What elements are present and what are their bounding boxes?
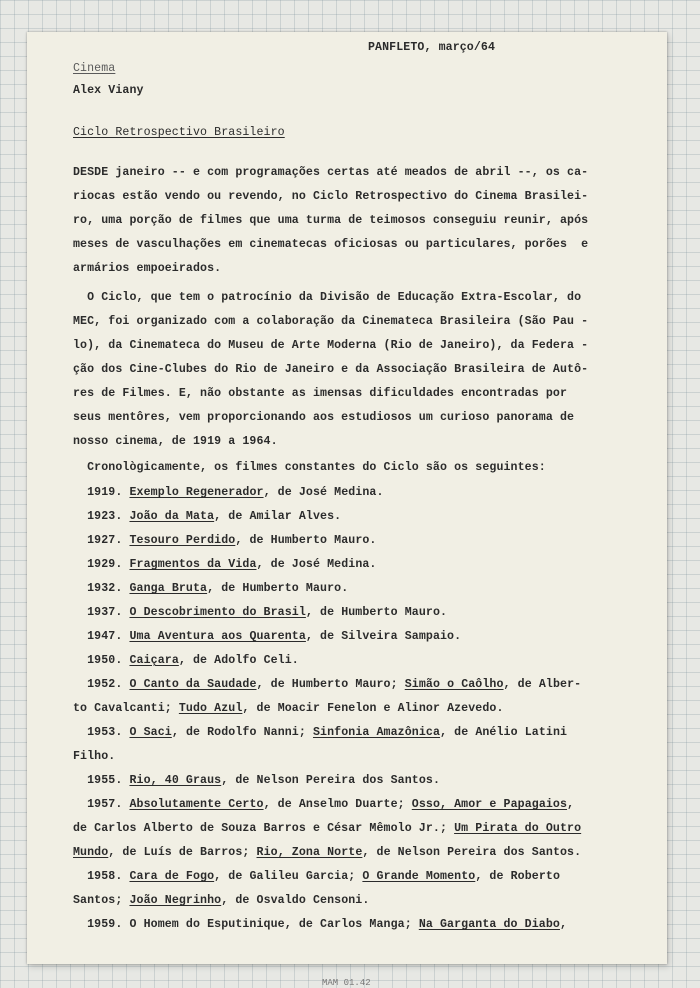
film-text: 1959. O Homem do Esputinique, de Carlos Manga; <box>73 918 419 931</box>
film-title: Exemplo Regenerador <box>129 486 264 499</box>
film-text: 1919. <box>73 486 130 499</box>
film-text: , de Roberto <box>475 870 561 883</box>
film-text: 1950. <box>73 654 130 667</box>
text-line: riocas estão vendo ou revendo, no Ciclo Retrospectivo do Cinema Brasilei- <box>73 190 589 203</box>
film-entry-line <box>73 558 377 571</box>
text-line: seus mentôres, vem proporcionando aos estudiosos um curioso panorama de <box>73 411 575 424</box>
film-text: , de Adolfo Celi. <box>178 654 299 667</box>
film-title: Na Garganta do Diabo <box>418 918 560 931</box>
film-title: Sinfonia Amazônica <box>312 726 441 739</box>
text-line: ção dos Cine-Clubes do Rio de Janeiro e da Associação Brasileira de Autô- <box>73 363 589 376</box>
film-entry-line <box>73 510 341 523</box>
article-title: Ciclo Retrospectivo Brasileiro <box>73 126 285 139</box>
film-entry-line <box>73 606 447 619</box>
film-text: , de Alber- <box>503 678 582 691</box>
film-entry-line <box>73 846 581 859</box>
film-entry-line <box>73 702 504 715</box>
film-entry-line <box>73 870 560 883</box>
text-line: meses de vasculhações em cinematecas oficiosas ou particulares, porões e <box>73 238 589 251</box>
film-title: Absolutamente Certo <box>129 798 264 811</box>
film-text: 1932. <box>73 582 130 595</box>
film-text: , de Silveira Sampaio. <box>305 630 462 643</box>
text-line: res de Filmes. E, não obstante as imensas dificuldades encontradas por <box>73 387 568 400</box>
film-text: , de Humberto Mauro. <box>305 606 448 619</box>
film-title: Rio, 40 Graus <box>129 774 222 787</box>
text-line: MEC, foi organizado com a colaboração da Cinemateca Brasileira (São Pau - <box>73 315 589 328</box>
film-text: , de Nelson Pereira dos Santos. <box>362 846 582 859</box>
film-entry-line <box>73 918 567 931</box>
film-title: Fragmentos da Vida <box>129 558 257 571</box>
film-entry-line <box>73 486 384 499</box>
film-text: , de Humberto Mauro. <box>207 582 349 595</box>
film-text: , de José Medina. <box>256 558 377 571</box>
film-title: Uma Aventura aos Quarenta <box>129 630 306 643</box>
film-title: João Negrinho <box>129 894 222 907</box>
film-text: 1937. <box>73 606 130 619</box>
film-entry-line <box>73 726 567 739</box>
text-line: ro, uma porção de filmes que uma turma de teimosos conseguiu reunir, após <box>73 214 589 227</box>
text-line: nosso cinema, de 1919 a 1964. <box>73 435 278 448</box>
film-title: O Saci <box>129 726 172 739</box>
film-title: Rio, Zona Norte <box>256 846 363 859</box>
film-text: 1929. <box>73 558 130 571</box>
film-title: Simão o Caôlho <box>404 678 504 691</box>
film-text: 1947. <box>73 630 130 643</box>
film-entry-line <box>73 798 574 811</box>
film-text: 1923. <box>73 510 130 523</box>
film-text: , de Galileu Garcia; <box>214 870 363 883</box>
film-title: O Grande Momento <box>362 870 476 883</box>
film-text: , de Amilar Alves. <box>214 510 342 523</box>
film-title: Tudo Azul <box>178 702 243 715</box>
film-text: , <box>567 798 575 811</box>
film-entry-line <box>73 678 581 691</box>
film-entry-line <box>73 582 348 595</box>
film-text: , de Anélio Latini <box>440 726 568 739</box>
film-title: Tesouro Perdido <box>129 534 236 547</box>
film-title: João da Mata <box>129 510 215 523</box>
film-text: 1952. <box>73 678 130 691</box>
film-text: , <box>559 918 568 931</box>
film-text: Santos; <box>73 894 130 907</box>
film-text: de Carlos Alberto de Souza Barros e César Mêmolo Jr.; <box>73 822 455 835</box>
film-text: , de Moacir Fenelon e Alinor Azevedo. <box>242 702 504 715</box>
film-text: , de Humberto Mauro. <box>235 534 377 547</box>
film-title: Mundo <box>73 846 109 859</box>
film-title: O Descobrimento do Brasil <box>129 606 306 619</box>
film-title: Ganga Bruta <box>129 582 208 595</box>
film-entry-line <box>73 774 440 787</box>
list-intro: Cronològicamente, os filmes constantes do Ciclo são os seguintes: <box>73 461 546 474</box>
film-entry-line <box>73 630 461 643</box>
film-entry-line <box>73 654 299 667</box>
film-text: Filho. <box>73 750 116 763</box>
header-line: PANFLETO, março/64 <box>368 41 496 54</box>
film-text: , de Osvaldo Censoni. <box>221 894 370 907</box>
text-line: lo), da Cinemateca do Museu de Arte Moderna (Rio de Janeiro), da Federa - <box>73 339 589 352</box>
text-line: armários empoeirados. <box>73 262 222 275</box>
film-text: 1953. <box>73 726 130 739</box>
film-entry-line <box>73 894 369 907</box>
film-text: , de Luís de Barros; <box>108 846 257 859</box>
film-text: , de Humberto Mauro; <box>256 678 405 691</box>
film-text: 1957. <box>73 798 130 811</box>
film-title: Osso, Amor e Papagaios <box>411 798 568 811</box>
film-title: O Canto da Saudade <box>129 678 257 691</box>
text-line: DESDE janeiro -- e com programações certas até meados de abril --, os ca- <box>73 166 589 179</box>
archive-tag: MAM 01.42 <box>322 978 371 988</box>
film-text: 1958. <box>73 870 130 883</box>
film-entry-line <box>73 822 581 835</box>
film-text: , de Rodolfo Nanni; <box>171 726 313 739</box>
film-text: to Cavalcanti; <box>73 702 179 715</box>
film-title: Cara de Fogo <box>129 870 215 883</box>
film-text: , de Nelson Pereira dos Santos. <box>221 774 440 787</box>
film-text: 1955. <box>73 774 130 787</box>
film-entry-line <box>73 534 377 547</box>
film-title: Caiçara <box>129 654 179 667</box>
film-title: Um Pirata do Outro <box>454 822 582 835</box>
text-line: O Ciclo, que tem o patrocínio da Divisão de Educação Extra-Escolar, do <box>73 291 582 304</box>
author-name: Alex Viany <box>73 84 144 97</box>
film-text: , de Anselmo Duarte; <box>263 798 412 811</box>
film-text: , de José Medina. <box>263 486 384 499</box>
section-label: Cinema <box>73 62 116 75</box>
film-entry-line <box>73 750 115 763</box>
film-text: 1927. <box>73 534 130 547</box>
